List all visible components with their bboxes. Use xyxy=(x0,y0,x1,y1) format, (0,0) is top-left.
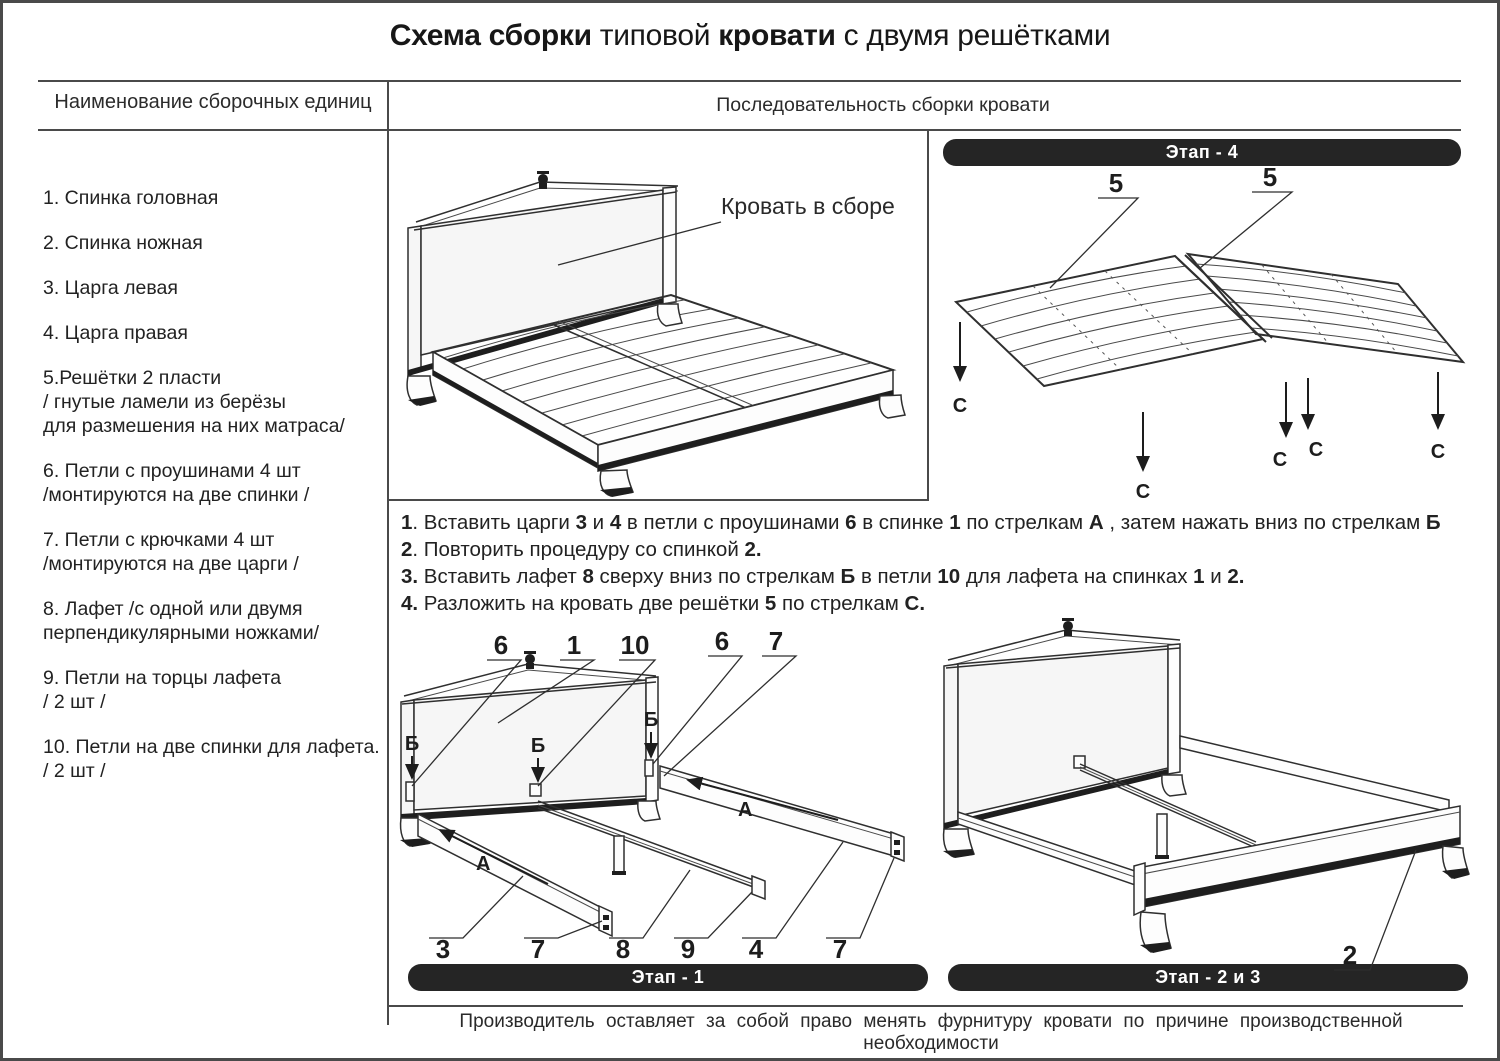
arrow-letter-b: Б xyxy=(643,709,659,731)
parts-list-line: 8. Лафет /с одной или двумя xyxy=(43,598,303,620)
part-label-8: 8 xyxy=(615,934,631,964)
text-segment: и xyxy=(586,511,610,534)
parts-list-line: 7. Петли с крючками 4 шт xyxy=(43,529,275,551)
arrow-letter-a: А xyxy=(738,799,753,821)
headboard-ornament-icon xyxy=(1062,618,1074,636)
parts-list-item xyxy=(43,597,391,645)
parts-list-item xyxy=(43,666,391,714)
text-segment: по стрелкам xyxy=(776,592,905,615)
text-segment: Б xyxy=(840,565,856,588)
text-segment: и xyxy=(1204,565,1228,588)
grid-center-rail xyxy=(1178,259,1266,342)
text-segment: с двумя решётками xyxy=(835,19,1111,52)
lafet-leg xyxy=(614,836,624,872)
part-label-5: 5 xyxy=(1262,162,1278,192)
text-segment: в спинке xyxy=(856,511,950,534)
text-segment: 4. xyxy=(401,592,419,615)
parts-list xyxy=(43,186,391,804)
text-segment: в петли с проушинами xyxy=(621,511,846,534)
assembly-instructions xyxy=(401,509,1466,617)
text-segment: 2. xyxy=(1227,565,1245,588)
right-column-header: Последовательность сборки кровати xyxy=(716,94,1050,116)
arrow-letter-c: С xyxy=(1272,449,1288,471)
part-label-7: 7 xyxy=(768,626,784,656)
parts-list-line: для размешения на них матраса/ xyxy=(43,415,345,437)
parts-list-line: 5.Решётки 2 пласти xyxy=(43,367,222,389)
instruction-line xyxy=(401,563,1466,590)
text-segment: 2 xyxy=(401,538,413,561)
grid-left xyxy=(956,256,1263,386)
text-segment: , затем нажать вниз по стрелкам xyxy=(1103,511,1426,534)
instruction-line xyxy=(401,509,1466,536)
footboard xyxy=(1134,806,1469,953)
arrow-letter-a: А xyxy=(476,853,491,875)
stage1-pill: Этап - 1 xyxy=(408,964,928,991)
parts-list-item xyxy=(43,186,391,210)
headboard-left-post xyxy=(944,664,958,829)
text-segment: 6 xyxy=(845,511,857,534)
parts-list-line: / 2 шт / xyxy=(43,760,106,782)
text-segment: 1 xyxy=(401,511,413,534)
arrow-letter-c: С xyxy=(1308,439,1324,461)
text-segment: по стрелкам xyxy=(960,511,1089,534)
parts-list-item xyxy=(43,231,391,255)
text-segment: . Повторить процедуру со спинкой xyxy=(412,538,745,561)
parts-list-line: 2. Спинка ножная xyxy=(43,232,203,254)
stage1-diagram xyxy=(388,618,933,1003)
stage23-pill: Этап - 2 и 3 xyxy=(948,964,1468,991)
headboard-panel xyxy=(958,646,1168,816)
instruction-line xyxy=(401,536,1466,563)
part-label-7: 7 xyxy=(832,934,848,964)
parts-list-item xyxy=(43,735,391,783)
parts-list-line: /монтируются на две царги / xyxy=(43,553,299,575)
lafet-end-hinge xyxy=(752,876,765,899)
parts-list-item xyxy=(43,321,391,345)
text-segment: Б xyxy=(1425,511,1441,534)
parts-list-line: 1. Спинка головная xyxy=(43,187,219,209)
text-segment: . Вставить царги xyxy=(412,511,576,534)
stage4-diagram xyxy=(938,130,1473,503)
part-label-7: 7 xyxy=(530,934,546,964)
text-segment: 3 xyxy=(575,511,587,534)
assembled-bed-label: Кровать в сборе xyxy=(721,193,895,219)
text-segment: 10 xyxy=(937,565,961,588)
page-title xyxy=(3,19,1497,53)
assembled-bed-diagram xyxy=(388,130,928,500)
title-rule xyxy=(38,80,1461,82)
tsarga-left xyxy=(418,814,612,936)
part-label-10: 10 xyxy=(620,630,650,660)
tsarga-right xyxy=(660,766,904,861)
part-label-2: 2 xyxy=(1342,940,1358,970)
part-label-6: 6 xyxy=(493,630,509,660)
parts-list-line: 3. Царга левая xyxy=(43,277,178,299)
part-label-5: 5 xyxy=(1108,168,1124,198)
part-label-1: 1 xyxy=(566,630,582,660)
text-segment: кровати xyxy=(718,19,836,52)
text-segment: Вставить лафет xyxy=(418,565,583,588)
part-label-4: 4 xyxy=(748,934,764,964)
parts-list-line: 4. Царга правая xyxy=(43,322,188,344)
text-segment: 5 xyxy=(764,592,777,615)
arrow-letter-b: Б xyxy=(530,735,546,757)
tsarga-near xyxy=(958,812,1138,886)
parts-list-line: 9. Петли на торцы лафета xyxy=(43,667,282,689)
headboard-ornament-icon xyxy=(537,171,549,189)
text-segment: 8 xyxy=(582,565,594,588)
text-segment: 1 xyxy=(1193,565,1205,588)
stage23-diagram xyxy=(938,618,1473,1003)
parts-list-line: /монтируются на две спинки / xyxy=(43,484,310,506)
text-segment: в петли xyxy=(855,565,938,588)
text-segment: 3. xyxy=(401,565,419,588)
parts-list-line: перпендикулярными ножками/ xyxy=(43,622,320,644)
arrow-letter-b: Б xyxy=(404,733,420,755)
text-segment: сверху вниз по стрелкам xyxy=(593,565,841,588)
text-segment: А xyxy=(1088,511,1104,534)
text-segment: 1 xyxy=(949,511,961,534)
instruction-line xyxy=(401,590,1466,617)
arrow-letter-c: С xyxy=(1430,441,1446,463)
parts-list-line: 10. Петли на две спинки для лафета. xyxy=(43,736,380,758)
text-segment: Схема сборки xyxy=(389,19,592,52)
parts-list-item xyxy=(43,276,391,300)
left-column-header: Наименование сборочных единиц xyxy=(54,91,372,113)
part-label-9: 9 xyxy=(680,934,696,964)
headboard-left-post xyxy=(408,226,421,376)
parts-list-item xyxy=(43,366,391,438)
text-segment: Разложить на кровать две решётки xyxy=(418,592,765,615)
footer-rule xyxy=(387,1005,1463,1007)
stage4-pill: Этап - 4 xyxy=(943,139,1461,166)
text-segment: типовой xyxy=(591,19,719,52)
arrow-letter-c: С xyxy=(1135,481,1151,503)
parts-list-line: 6. Петли с проушинами 4 шт xyxy=(43,460,301,482)
text-segment: для лафета на спинках xyxy=(960,565,1194,588)
text-segment: 2. xyxy=(744,538,762,561)
headboard-ornament-icon xyxy=(524,651,536,669)
part-label-6: 6 xyxy=(714,626,730,656)
arrow-letter-c: С xyxy=(952,395,968,417)
text-segment: С. xyxy=(904,592,926,615)
text-segment: 4 xyxy=(609,511,622,534)
headboard-right-post xyxy=(1168,644,1180,774)
parts-list-item xyxy=(43,528,391,576)
tsarga-far xyxy=(1180,736,1449,812)
footer-note: Производитель оставляет за собой право менять фурнитуру кровати по причине производственной необходимости xyxy=(459,1011,1403,1054)
parts-list-line: / 2 шт / xyxy=(43,691,106,713)
parts-list-line: / гнутые ламели из берёзы xyxy=(43,391,286,413)
headboard-right-post xyxy=(663,187,676,304)
parts-list-item xyxy=(43,459,391,507)
part-label-3: 3 xyxy=(435,934,451,964)
